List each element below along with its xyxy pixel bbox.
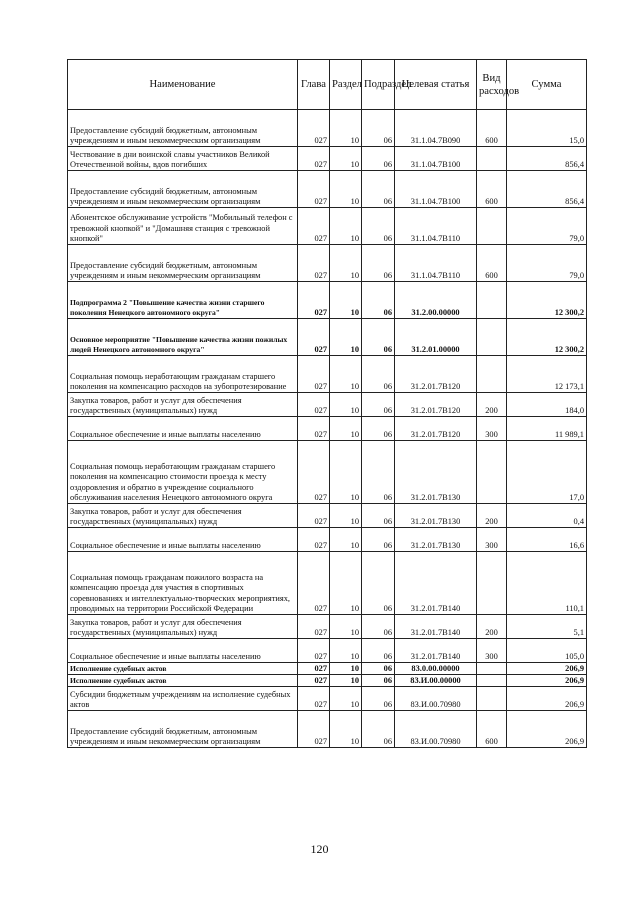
cell-sum: 17,0 <box>507 441 587 504</box>
table-row <box>68 393 587 417</box>
cell-sum: 856,4 <box>507 147 587 171</box>
cell-sum: 0,4 <box>507 504 587 528</box>
cell-podrazdel: 06 <box>362 711 395 748</box>
cell-name: Чествование в дни воинской славы участников Великой Отечественной войны, вдов погибших <box>68 147 298 171</box>
cell-podrazdel: 06 <box>362 171 395 208</box>
cell-vid <box>477 441 507 504</box>
cell-target: 31.2.01.7В120 <box>395 417 477 441</box>
cell-target: 31.2.01.7В130 <box>395 528 477 552</box>
table-row <box>68 110 587 147</box>
cell-glava: 027 <box>298 319 330 356</box>
table-row <box>68 504 587 528</box>
cell-razdel: 10 <box>330 319 362 356</box>
cell-name: Предоставление субсидий бюджетным, автономным учреждениям и иным некоммерческим организациям <box>68 110 298 147</box>
table-body <box>68 110 587 748</box>
cell-glava: 027 <box>298 504 330 528</box>
cell-podrazdel: 06 <box>362 528 395 552</box>
cell-glava: 027 <box>298 615 330 639</box>
cell-glava: 027 <box>298 245 330 282</box>
cell-vid <box>477 687 507 711</box>
cell-target: 31.2.01.7В120 <box>395 356 477 393</box>
cell-vid: 200 <box>477 615 507 639</box>
table-row <box>68 711 587 748</box>
cell-razdel: 10 <box>330 393 362 417</box>
cell-sum: 206,9 <box>507 711 587 748</box>
cell-name: Социальное обеспечение и иные выплаты населению <box>68 528 298 552</box>
cell-razdel: 10 <box>330 687 362 711</box>
cell-name: Социальное обеспечение и иные выплаты населению <box>68 417 298 441</box>
cell-glava: 027 <box>298 208 330 245</box>
cell-podrazdel: 06 <box>362 639 395 663</box>
budget-table <box>67 59 587 748</box>
cell-podrazdel: 06 <box>362 110 395 147</box>
cell-podrazdel: 06 <box>362 356 395 393</box>
cell-razdel: 10 <box>330 615 362 639</box>
cell-glava: 027 <box>298 528 330 552</box>
cell-target: 83.0.00.00000 <box>395 663 477 675</box>
cell-sum: 105,0 <box>507 639 587 663</box>
cell-glava: 027 <box>298 639 330 663</box>
cell-podrazdel: 06 <box>362 393 395 417</box>
cell-sum: 5,1 <box>507 615 587 639</box>
cell-name: Подпрограмма 2 "Повышение качества жизни старшего поколения Ненецкого автономного округа" <box>68 282 298 319</box>
cell-razdel: 10 <box>330 171 362 208</box>
table-row <box>68 615 587 639</box>
cell-vid <box>477 675 507 687</box>
cell-sum: 12 300,2 <box>507 282 587 319</box>
cell-vid <box>477 356 507 393</box>
cell-sum: 15,0 <box>507 110 587 147</box>
cell-razdel: 10 <box>330 504 362 528</box>
cell-target: 31.1.04.7В100 <box>395 147 477 171</box>
cell-vid <box>477 319 507 356</box>
cell-target: 83.И.00.00000 <box>395 675 477 687</box>
cell-razdel: 10 <box>330 282 362 319</box>
cell-podrazdel: 06 <box>362 687 395 711</box>
cell-razdel: 10 <box>330 147 362 171</box>
cell-glava: 027 <box>298 110 330 147</box>
header-podrazdel: Подраздел <box>362 60 395 110</box>
cell-sum: 206,9 <box>507 663 587 675</box>
header-name: Наименование <box>68 60 298 110</box>
cell-vid: 300 <box>477 639 507 663</box>
cell-podrazdel: 06 <box>362 441 395 504</box>
cell-vid: 600 <box>477 171 507 208</box>
cell-podrazdel: 06 <box>362 319 395 356</box>
cell-razdel: 10 <box>330 639 362 663</box>
table-row <box>68 319 587 356</box>
header-sum: Сумма <box>507 60 587 110</box>
table-row <box>68 675 587 687</box>
cell-razdel: 10 <box>330 675 362 687</box>
cell-podrazdel: 06 <box>362 615 395 639</box>
cell-glava: 027 <box>298 393 330 417</box>
cell-target: 31.1.04.7В100 <box>395 171 477 208</box>
budget-table-container <box>67 59 586 748</box>
table-row <box>68 208 587 245</box>
cell-glava: 027 <box>298 687 330 711</box>
cell-name: Социальная помощь неработающим гражданам старшего поколения на компенсацию расходов на зубопротезирование <box>68 356 298 393</box>
cell-razdel: 10 <box>330 245 362 282</box>
cell-sum: 110,1 <box>507 552 587 615</box>
cell-vid <box>477 147 507 171</box>
cell-name: Закупка товаров, работ и услуг для обеспечения государственных (муниципальных) нужд <box>68 504 298 528</box>
cell-glava: 027 <box>298 282 330 319</box>
table-header-row <box>68 60 587 110</box>
cell-vid <box>477 663 507 675</box>
cell-podrazdel: 06 <box>362 282 395 319</box>
cell-name: Предоставление субсидий бюджетным, автономным учреждениям и иным некоммерческим организациям <box>68 711 298 748</box>
cell-sum: 206,9 <box>507 687 587 711</box>
table-row <box>68 663 587 675</box>
table-row <box>68 282 587 319</box>
cell-name: Исполнение судебных актов <box>68 663 298 675</box>
cell-vid: 600 <box>477 711 507 748</box>
cell-razdel: 10 <box>330 552 362 615</box>
cell-razdel: 10 <box>330 417 362 441</box>
cell-podrazdel: 06 <box>362 147 395 171</box>
cell-sum: 79,0 <box>507 208 587 245</box>
cell-glava: 027 <box>298 675 330 687</box>
cell-target: 83.И.00.70980 <box>395 711 477 748</box>
cell-podrazdel: 06 <box>362 552 395 615</box>
cell-vid: 600 <box>477 245 507 282</box>
cell-razdel: 10 <box>330 711 362 748</box>
cell-razdel: 10 <box>330 528 362 552</box>
cell-razdel: 10 <box>330 208 362 245</box>
table-row <box>68 639 587 663</box>
cell-glava: 027 <box>298 441 330 504</box>
cell-target: 31.1.04.7В090 <box>395 110 477 147</box>
header-razdel: Раздел <box>330 60 362 110</box>
cell-vid: 600 <box>477 110 507 147</box>
cell-vid <box>477 208 507 245</box>
cell-target: 31.2.01.7В140 <box>395 552 477 615</box>
cell-name: Предоставление субсидий бюджетным, автономным учреждениям и иным некоммерческим организациям <box>68 171 298 208</box>
cell-vid: 200 <box>477 393 507 417</box>
cell-target: 31.2.01.00000 <box>395 319 477 356</box>
cell-sum: 12 300,2 <box>507 319 587 356</box>
cell-name: Социальная помощь гражданам пожилого возраста на компенсацию проезда для участия в спортивных соревнованиях и интеллектуально-творческих мероприятиях, проводимых на территории Российской Федерации <box>68 552 298 615</box>
cell-vid: 300 <box>477 417 507 441</box>
header-vid: Вид расходов <box>477 60 507 110</box>
cell-glava: 027 <box>298 711 330 748</box>
cell-glava: 027 <box>298 356 330 393</box>
cell-target: 31.1.04.7В110 <box>395 208 477 245</box>
cell-razdel: 10 <box>330 356 362 393</box>
cell-razdel: 10 <box>330 663 362 675</box>
cell-target: 31.2.01.7В130 <box>395 441 477 504</box>
table-row <box>68 552 587 615</box>
cell-podrazdel: 06 <box>362 504 395 528</box>
cell-podrazdel: 06 <box>362 675 395 687</box>
cell-podrazdel: 06 <box>362 245 395 282</box>
cell-glava: 027 <box>298 663 330 675</box>
cell-name: Исполнение судебных актов <box>68 675 298 687</box>
header-glava: Глава <box>298 60 330 110</box>
cell-target: 31.2.00.00000 <box>395 282 477 319</box>
cell-target: 31.1.04.7В110 <box>395 245 477 282</box>
table-row <box>68 528 587 552</box>
cell-name: Субсидии бюджетным учреждениям на исполнение судебных актов <box>68 687 298 711</box>
cell-sum: 11 989,1 <box>507 417 587 441</box>
cell-glava: 027 <box>298 552 330 615</box>
cell-podrazdel: 06 <box>362 417 395 441</box>
cell-podrazdel: 06 <box>362 663 395 675</box>
cell-name: Социальное обеспечение и иные выплаты населению <box>68 639 298 663</box>
table-row <box>68 245 587 282</box>
cell-name: Основное мероприятие "Повышение качества жизни пожилых людей Ненецкого автономного округа" <box>68 319 298 356</box>
cell-vid <box>477 282 507 319</box>
cell-target: 31.2.01.7В120 <box>395 393 477 417</box>
cell-podrazdel: 06 <box>362 208 395 245</box>
cell-target: 31.2.01.7В140 <box>395 615 477 639</box>
cell-name: Абонентское обслуживание устройств "Мобильный телефон с тревожной кнопкой" и "Домашняя станция с тревожной кнопкой" <box>68 208 298 245</box>
table-row <box>68 687 587 711</box>
cell-sum: 12 173,1 <box>507 356 587 393</box>
cell-sum: 856,4 <box>507 171 587 208</box>
cell-sum: 16,6 <box>507 528 587 552</box>
cell-name: Предоставление субсидий бюджетным, автономным учреждениям и иным некоммерческим организациям <box>68 245 298 282</box>
cell-name: Закупка товаров, работ и услуг для обеспечения государственных (муниципальных) нужд <box>68 615 298 639</box>
cell-glava: 027 <box>298 417 330 441</box>
cell-vid: 200 <box>477 504 507 528</box>
header-target: Целевая статья <box>395 60 477 110</box>
cell-razdel: 10 <box>330 110 362 147</box>
cell-sum: 184,0 <box>507 393 587 417</box>
cell-sum: 79,0 <box>507 245 587 282</box>
cell-glava: 027 <box>298 147 330 171</box>
table-row <box>68 441 587 504</box>
cell-glava: 027 <box>298 171 330 208</box>
table-row <box>68 147 587 171</box>
cell-vid: 300 <box>477 528 507 552</box>
cell-razdel: 10 <box>330 441 362 504</box>
page-number: 120 <box>310 842 329 856</box>
cell-sum: 206,9 <box>507 675 587 687</box>
table-row <box>68 417 587 441</box>
cell-target: 31.2.01.7В140 <box>395 639 477 663</box>
table-row <box>68 356 587 393</box>
cell-target: 31.2.01.7В130 <box>395 504 477 528</box>
table-row <box>68 171 587 208</box>
cell-name: Социальная помощь неработающим гражданам старшего поколения на компенсацию стоимости проезда к месту оздоровления и обратно в учреждение социального обслуживания населения Ненецкого автономного округа <box>68 441 298 504</box>
cell-name: Закупка товаров, работ и услуг для обеспечения государственных (муниципальных) нужд <box>68 393 298 417</box>
cell-target: 83.И.00.70980 <box>395 687 477 711</box>
cell-vid <box>477 552 507 615</box>
